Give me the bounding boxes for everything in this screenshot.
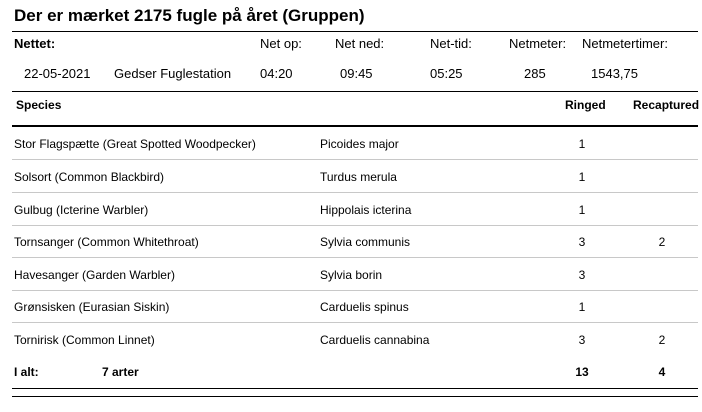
- species-name: Solsort (Common Blackbird): [14, 170, 165, 184]
- totals-label: I alt:: [14, 365, 39, 379]
- report-title: Der er mærket 2175 fugle på året (Gruppen): [14, 6, 365, 25]
- net-op-label: Net op:: [260, 36, 302, 51]
- header-rule: [12, 91, 698, 92]
- species-name: Tornirisk (Common Linnet): [14, 333, 155, 347]
- table-row: [0, 161, 702, 193]
- recaptured-count: 2: [658, 235, 666, 249]
- totals-bottom-rule: [12, 396, 698, 397]
- netmetertimer-value: 1543,75: [591, 66, 638, 81]
- net-tid-value: 05:25: [430, 66, 463, 81]
- netmetertimer-label: Netmetertimer:: [582, 36, 668, 51]
- table-row: [0, 194, 702, 226]
- species-name: Grønsisken (Eurasian Siskin): [14, 300, 170, 314]
- table-row: [0, 259, 702, 291]
- species-name: Gulbug (Icterine Warbler): [14, 203, 149, 217]
- table-row: [0, 128, 702, 160]
- ringed-count: 1: [578, 300, 586, 314]
- table-row: [0, 226, 702, 258]
- latin-name: Sylvia communis: [320, 235, 411, 249]
- table-row: [0, 291, 702, 323]
- recaptured-count: 2: [658, 333, 666, 347]
- netmeter-value: 285: [524, 66, 546, 81]
- title-rule: [12, 31, 698, 32]
- ringed-count: 3: [578, 235, 586, 249]
- net-station: Gedser Fuglestation: [114, 66, 232, 81]
- net-tid-label: Net-tid:: [430, 36, 472, 51]
- table-row: [0, 324, 702, 356]
- net-ned-label: Net ned:: [335, 36, 385, 51]
- column-recaptured: Recaptured: [633, 98, 700, 112]
- totals-species-count: 7 arter: [102, 365, 139, 379]
- net-op-value: 04:20: [260, 66, 293, 81]
- nettet-label: Nettet:: [14, 36, 56, 51]
- ringed-count: 1: [578, 137, 586, 151]
- species-name: Stor Flagspætte (Great Spotted Woodpecker): [14, 137, 256, 151]
- column-header-rule: [12, 125, 698, 127]
- ringed-count: 1: [578, 203, 586, 217]
- ringed-count: 1: [578, 170, 586, 184]
- latin-name: Carduelis spinus: [320, 300, 409, 314]
- totals-ringed: 13: [575, 365, 589, 379]
- species-name: Havesanger (Garden Warbler): [14, 268, 175, 282]
- totals-recaptured: 4: [658, 365, 666, 379]
- totals-top-rule: [12, 388, 698, 389]
- netmeter-label: Netmeter:: [509, 36, 567, 51]
- latin-name: Hippolais icterina: [320, 203, 412, 217]
- species-name: Tornsanger (Common Whitethroat): [14, 235, 199, 249]
- row-divider: [12, 192, 698, 193]
- ringed-count: 3: [578, 268, 586, 282]
- row-divider: [12, 159, 698, 160]
- row-divider: [12, 257, 698, 258]
- row-divider: [12, 322, 698, 323]
- column-ringed: Ringed: [565, 98, 606, 112]
- net-date: 22-05-2021: [24, 66, 91, 81]
- ringed-count: 3: [578, 333, 586, 347]
- latin-name: Sylvia borin: [320, 268, 383, 282]
- net-ned-value: 09:45: [340, 66, 373, 81]
- latin-name: Picoides major: [320, 137, 399, 151]
- column-species: Species: [16, 98, 62, 112]
- latin-name: Carduelis cannabina: [320, 333, 430, 347]
- latin-name: Turdus merula: [320, 170, 397, 184]
